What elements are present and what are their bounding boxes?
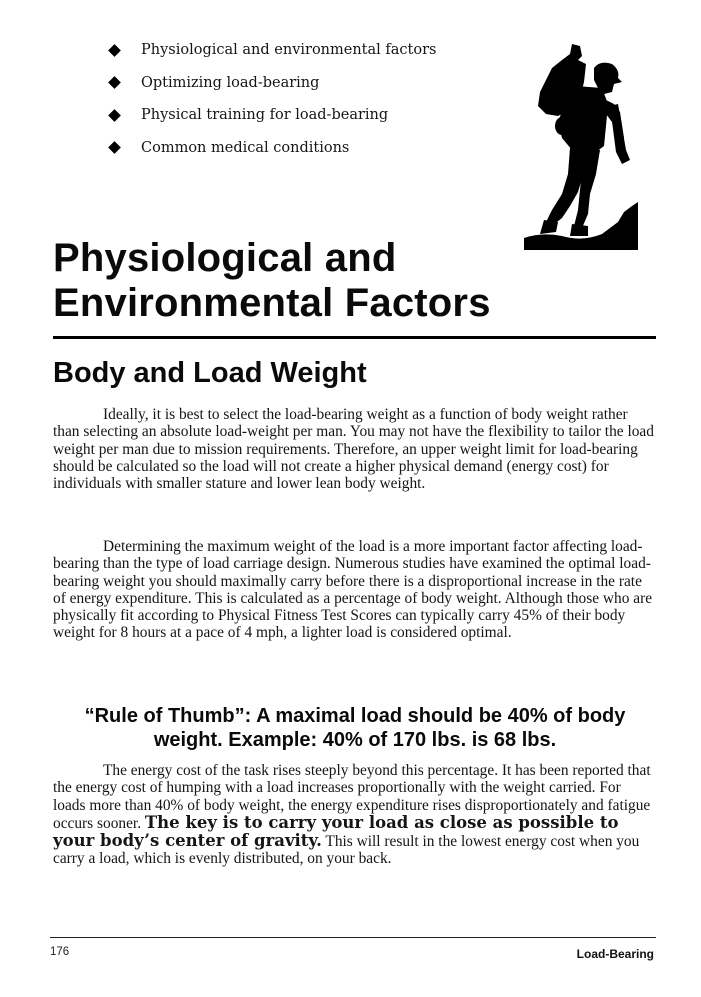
chapter-title-line-1: Physiological and — [53, 236, 397, 280]
topic-item — [108, 99, 436, 132]
paragraph-text: Ideally, it is best to select the load-bearing weight as a function of body weight rather than selecting an absolute load-weight per man. You may not have the flexibility to tailor the load weight per man due to mission requirements. Therefore, an upper weight limit for load-bearing should be calculated so the load will not create a higher physical demand (energy cost) for individuals with smaller stature and lower lean body weight. — [53, 406, 654, 493]
topic-label: Optimizing load-bearing — [141, 74, 320, 91]
callout-line-1: “Rule of Thumb”: A maximal load should be 40% of body — [84, 705, 626, 727]
chapter-title-line-2: Environmental Factors — [53, 281, 491, 325]
topic-label: Physiological and environmental factors — [141, 42, 437, 59]
paragraph-text: Determining the maximum weight of the load is a more important factor affecting load-bearing than the type of load carriage design. Numerous studies have examined the optimal load-bearing weight you should maximally carry before there is a disproportional increase in the rate of energy expenditure. This is calculated as a percentage of body weight. Although those who are physically fit according to Physical Fitness Test Scores can typically carry 45% of their body weight for 8 hours at a pace of 4 mph, a lighter load is considered optimal. — [53, 538, 653, 642]
paragraph-text: This will result in the lowest energy cost when you carry a load, which is evenly distributed, on your back. — [53, 833, 640, 868]
chapter-topics-list — [108, 34, 436, 164]
diamond-bullet-icon — [108, 141, 121, 154]
chapter-title — [53, 236, 491, 326]
page-number: 176 — [50, 946, 70, 958]
topic-item — [108, 67, 436, 100]
body-paragraph-2 — [53, 538, 657, 642]
diamond-bullet-icon — [108, 109, 121, 122]
rule-of-thumb-callout — [53, 704, 657, 752]
callout-line-2: weight. Example: 40% of 170 lbs. is 68 lbs. — [153, 729, 557, 751]
body-paragraph-3 — [53, 762, 657, 868]
footer-divider — [50, 937, 656, 938]
diamond-bullet-icon — [108, 76, 121, 89]
topic-label: Common medical conditions — [141, 139, 350, 156]
topic-label: Physical training for load-bearing — [141, 107, 389, 124]
running-footer-title: Load-Bearing — [576, 947, 654, 961]
title-divider — [53, 336, 656, 339]
section-title: Body and Load Weight — [53, 357, 367, 389]
emphasized-key-point: The key is to carry your load as close as possible to your body’s center of gravity. — [53, 812, 619, 851]
paragraph-text: The energy cost of the task rises steeply beyond this percentage. It has been reported that the energy cost of humping with a load increases proportionally with the weight carried. For loads more than 40% of body weight, the energy expenditure rises disproportionately and fatigue occurs sooner. — [53, 762, 651, 832]
topic-item — [108, 34, 436, 67]
topic-item — [108, 132, 436, 165]
soldier-silhouette-illustration — [522, 42, 640, 254]
body-paragraph-1 — [53, 406, 657, 492]
diamond-bullet-icon — [108, 44, 121, 57]
